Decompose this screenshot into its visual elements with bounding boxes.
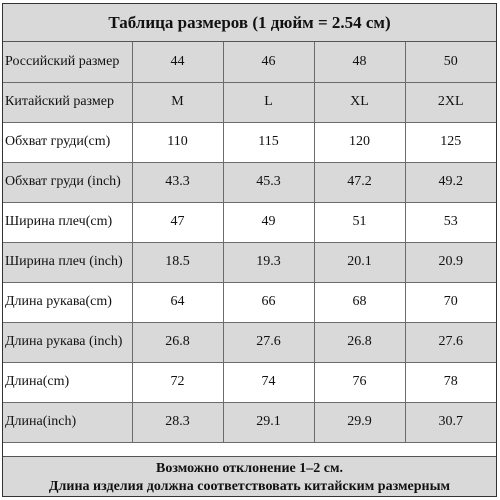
table-cell: 74 xyxy=(223,362,314,402)
table-title: Таблица размеров (1 дюйм = 2.54 см) xyxy=(3,4,496,42)
table-row xyxy=(3,282,496,322)
row-label: Длина(inch) xyxy=(3,402,132,442)
table-cell: 43.3 xyxy=(132,162,223,202)
table-cell: 47 xyxy=(132,202,223,242)
table-cell: 27.6 xyxy=(223,322,314,362)
footer-note xyxy=(3,456,496,496)
table-cell: 120 xyxy=(314,122,405,162)
table-cell: 110 xyxy=(132,122,223,162)
table-cell: 70 xyxy=(405,282,496,322)
row-label: Ширина плеч(cm) xyxy=(3,202,132,242)
table-cell: XL xyxy=(314,82,405,122)
row-label: Обхват груди(cm) xyxy=(3,122,132,162)
table-cell: 18.5 xyxy=(132,242,223,282)
row-label: Длина рукава(cm) xyxy=(3,282,132,322)
table-row xyxy=(3,242,496,282)
table-cell: L xyxy=(223,82,314,122)
table-cell: 64 xyxy=(132,282,223,322)
table-row xyxy=(3,202,496,242)
table-cell: 68 xyxy=(314,282,405,322)
table-cell: 44 xyxy=(132,42,223,82)
row-label: Обхват груди (inch) xyxy=(3,162,132,202)
footer-line-2: Длина изделия должна соответствовать китайским размерным xyxy=(48,479,451,494)
table-cell: 26.8 xyxy=(314,322,405,362)
row-label: Российский размер xyxy=(3,42,132,82)
table-cell: 53 xyxy=(405,202,496,242)
table-row xyxy=(3,402,496,442)
table-cell: 48 xyxy=(314,42,405,82)
table-cell: 125 xyxy=(405,122,496,162)
table-cell: 29.1 xyxy=(223,402,314,442)
table-cell: 72 xyxy=(132,362,223,402)
row-label: Длина рукава (inch) xyxy=(3,322,132,362)
table-cell: 20.1 xyxy=(314,242,405,282)
size-chart xyxy=(2,3,497,497)
row-label: Китайский размер xyxy=(3,82,132,122)
table-row xyxy=(3,162,496,202)
table-cell: 46 xyxy=(223,42,314,82)
table-row xyxy=(3,82,496,122)
table-cell: 26.8 xyxy=(132,322,223,362)
table-cell: 78 xyxy=(405,362,496,402)
table-cell: 51 xyxy=(314,202,405,242)
footer-line-1: Возможно отклонение 1–2 см. xyxy=(156,461,343,476)
table-row xyxy=(3,42,496,82)
table-cell: 29.9 xyxy=(314,402,405,442)
row-label: Ширина плеч (inch) xyxy=(3,242,132,282)
size-table-body xyxy=(3,42,496,442)
table-cell: 47.2 xyxy=(314,162,405,202)
table-cell: 30.7 xyxy=(405,402,496,442)
table-cell: 19.3 xyxy=(223,242,314,282)
table-cell: 49 xyxy=(223,202,314,242)
table-cell: M xyxy=(132,82,223,122)
table-cell: 66 xyxy=(223,282,314,322)
row-label: Длина(cm) xyxy=(3,362,132,402)
table-row xyxy=(3,362,496,402)
table-cell: 45.3 xyxy=(223,162,314,202)
table-cell: 50 xyxy=(405,42,496,82)
table-row xyxy=(3,322,496,362)
table-cell: 115 xyxy=(223,122,314,162)
table-cell: 27.6 xyxy=(405,322,496,362)
table-cell: 76 xyxy=(314,362,405,402)
table-cell: 49.2 xyxy=(405,162,496,202)
table-row xyxy=(3,122,496,162)
table-cell: 2XL xyxy=(405,82,496,122)
table-cell: 20.9 xyxy=(405,242,496,282)
size-table xyxy=(3,42,496,443)
table-cell: 28.3 xyxy=(132,402,223,442)
